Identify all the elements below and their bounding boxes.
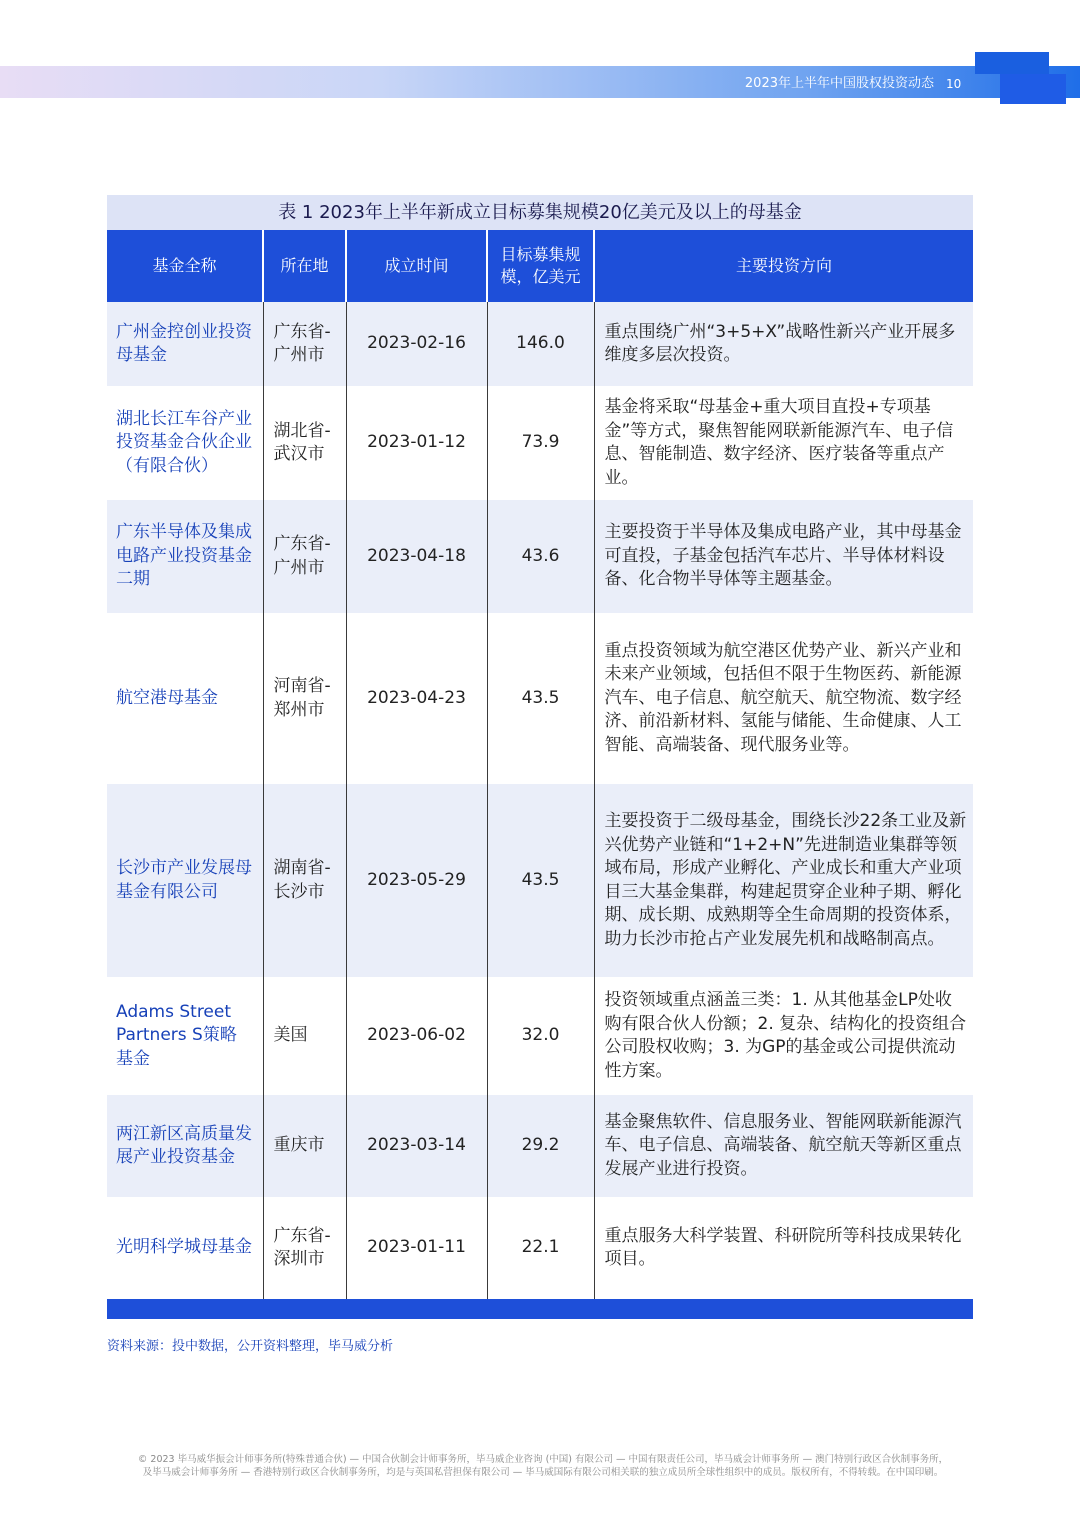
table-header-row [107,230,973,302]
column-header-amount: 目标募集规模，亿美元 [487,230,594,302]
fund-name: 广东半导体及集成电路产业投资基金二期 [107,500,263,613]
table-row [107,784,973,977]
fund-direction: 基金聚焦软件、信息服务业、智能网联新能源汽车、电子信息、高端装备、航空航天等新区重点发展产业进行投资。 [594,1095,973,1197]
fund-amount: 146.0 [487,302,594,386]
fund-amount: 29.2 [487,1095,594,1197]
fund-amount: 43.6 [487,500,594,613]
column-header-direction: 主要投资方向 [594,230,973,302]
fund-date: 2023-06-02 [346,977,487,1095]
fund-name: Adams Street Partners S策略基金 [107,977,263,1095]
fund-direction: 重点围绕广州“3+5+X”战略性新兴产业开展多维度多层次投资。 [594,302,973,386]
fund-location: 河南省-郑州市 [263,613,346,784]
fund-location: 广东省-广州市 [263,302,346,386]
fund-date: 2023-04-23 [346,613,487,784]
fund-direction: 主要投资于半导体及集成电路产业，其中母基金可直投，子基金包括汽车芯片、半导体材料设备、化合物半导体等主题基金。 [594,500,973,613]
fund-name: 长沙市产业发展母基金有限公司 [107,784,263,977]
column-header-date: 成立时间 [346,230,487,302]
column-header-name: 基金全称 [107,230,263,302]
fund-amount: 43.5 [487,784,594,977]
fund-name: 两江新区高质量发展产业投资基金 [107,1095,263,1197]
table-row [107,1095,973,1197]
header-accent-block [975,52,1049,74]
fund-name: 广州金控创业投资母基金 [107,302,263,386]
fund-table [107,195,973,1319]
footer-line: © 2023 毕马威华振会计师事务所(特殊普通合伙) — 中国合伙制会计师事务所，毕马威企业咨询 (中国) 有限公司 — 中国有限责任公司，毕马威会计师事务所 — 澳门特别行政区合伙制事务所， [137,1454,949,1465]
table-row [107,302,973,386]
table-row [107,613,973,784]
fund-name: 光明科学城母基金 [107,1197,263,1299]
fund-location: 广东省-深圳市 [263,1197,346,1299]
fund-amount: 43.5 [487,613,594,784]
fund-location: 湖南省-长沙市 [263,784,346,977]
fund-amount: 32.0 [487,977,594,1095]
fund-direction: 投资领域重点涵盖三类：1. 从其他基金LP处收购有限合伙人份额；2. 复杂、结构化的投资组合公司股权收购；3. 为GP的基金或公司提供流动性方案。 [594,977,973,1095]
fund-location: 重庆市 [263,1095,346,1197]
table-row [107,977,973,1095]
page-number: 10 [946,77,962,91]
header-accent-block [1000,74,1066,104]
fund-name: 湖北长江车谷产业投资基金合伙企业（有限合伙） [107,386,263,500]
fund-date: 2023-01-11 [346,1197,487,1299]
fund-direction: 基金将采取“母基金+重大项目直投+专项基金”等方式，聚焦智能网联新能源汽车、电子信息、智能制造、数字经济、医疗装备等重点产业。 [594,386,973,500]
table-row [107,500,973,613]
table-row [107,386,973,500]
fund-location: 湖北省-武汉市 [263,386,346,500]
fund-name: 航空港母基金 [107,613,263,784]
fund-date: 2023-05-29 [346,784,487,977]
report-title: 2023年上半年中国股权投资动态 [744,76,934,91]
table-bottom-bar [107,1299,973,1319]
fund-direction: 重点服务大科学装置、科研院所等科技成果转化项目。 [594,1197,973,1299]
footer-line: 及毕马威会计师事务所 — 香港特别行政区合伙制事务所，均是与英国私营担保有限公司 — 毕马威国际有限公司相关联的独立成员所全球性组织中的成员。版权所有，不得转载。在中国印刷。 [142,1467,944,1478]
fund-date: 2023-01-12 [346,386,487,500]
table-caption: 表 1 2023年上半年新成立目标募集规模20亿美元及以上的母基金 [107,195,973,230]
fund-direction: 主要投资于二级母基金，围绕长沙22条工业及新兴优势产业链和“1+2+N”先进制造业集群等领域布局，形成产业孵化、产业成长和重大产业项目三大基金集群，构建起贯穿企业种子期、孵化期、成长期、成熟期等全生命周期的投资体系，助力长沙市抢占产业发展先机和战略制高点。 [594,784,973,977]
column-header-location: 所在地 [263,230,346,302]
fund-date: 2023-04-18 [346,500,487,613]
copyright-footer [100,1453,986,1479]
source-note: 资料来源：投中数据，公开资料整理，毕马威分析 [107,1339,394,1354]
fund-amount: 73.9 [487,386,594,500]
fund-location: 广东省-广州市 [263,500,346,613]
fund-location: 美国 [263,977,346,1095]
table [107,230,973,1299]
fund-amount: 22.1 [487,1197,594,1299]
fund-direction: 重点投资领域为航空港区优势产业、新兴产业和未来产业领域，包括但不限于生物医药、新能源汽车、电子信息、航空航天、航空物流、数字经济、前沿新材料、氢能与储能、生命健康、人工智能、高端装备、现代服务业等。 [594,613,973,784]
fund-date: 2023-02-16 [346,302,487,386]
table-row [107,1197,973,1299]
fund-date: 2023-03-14 [346,1095,487,1197]
